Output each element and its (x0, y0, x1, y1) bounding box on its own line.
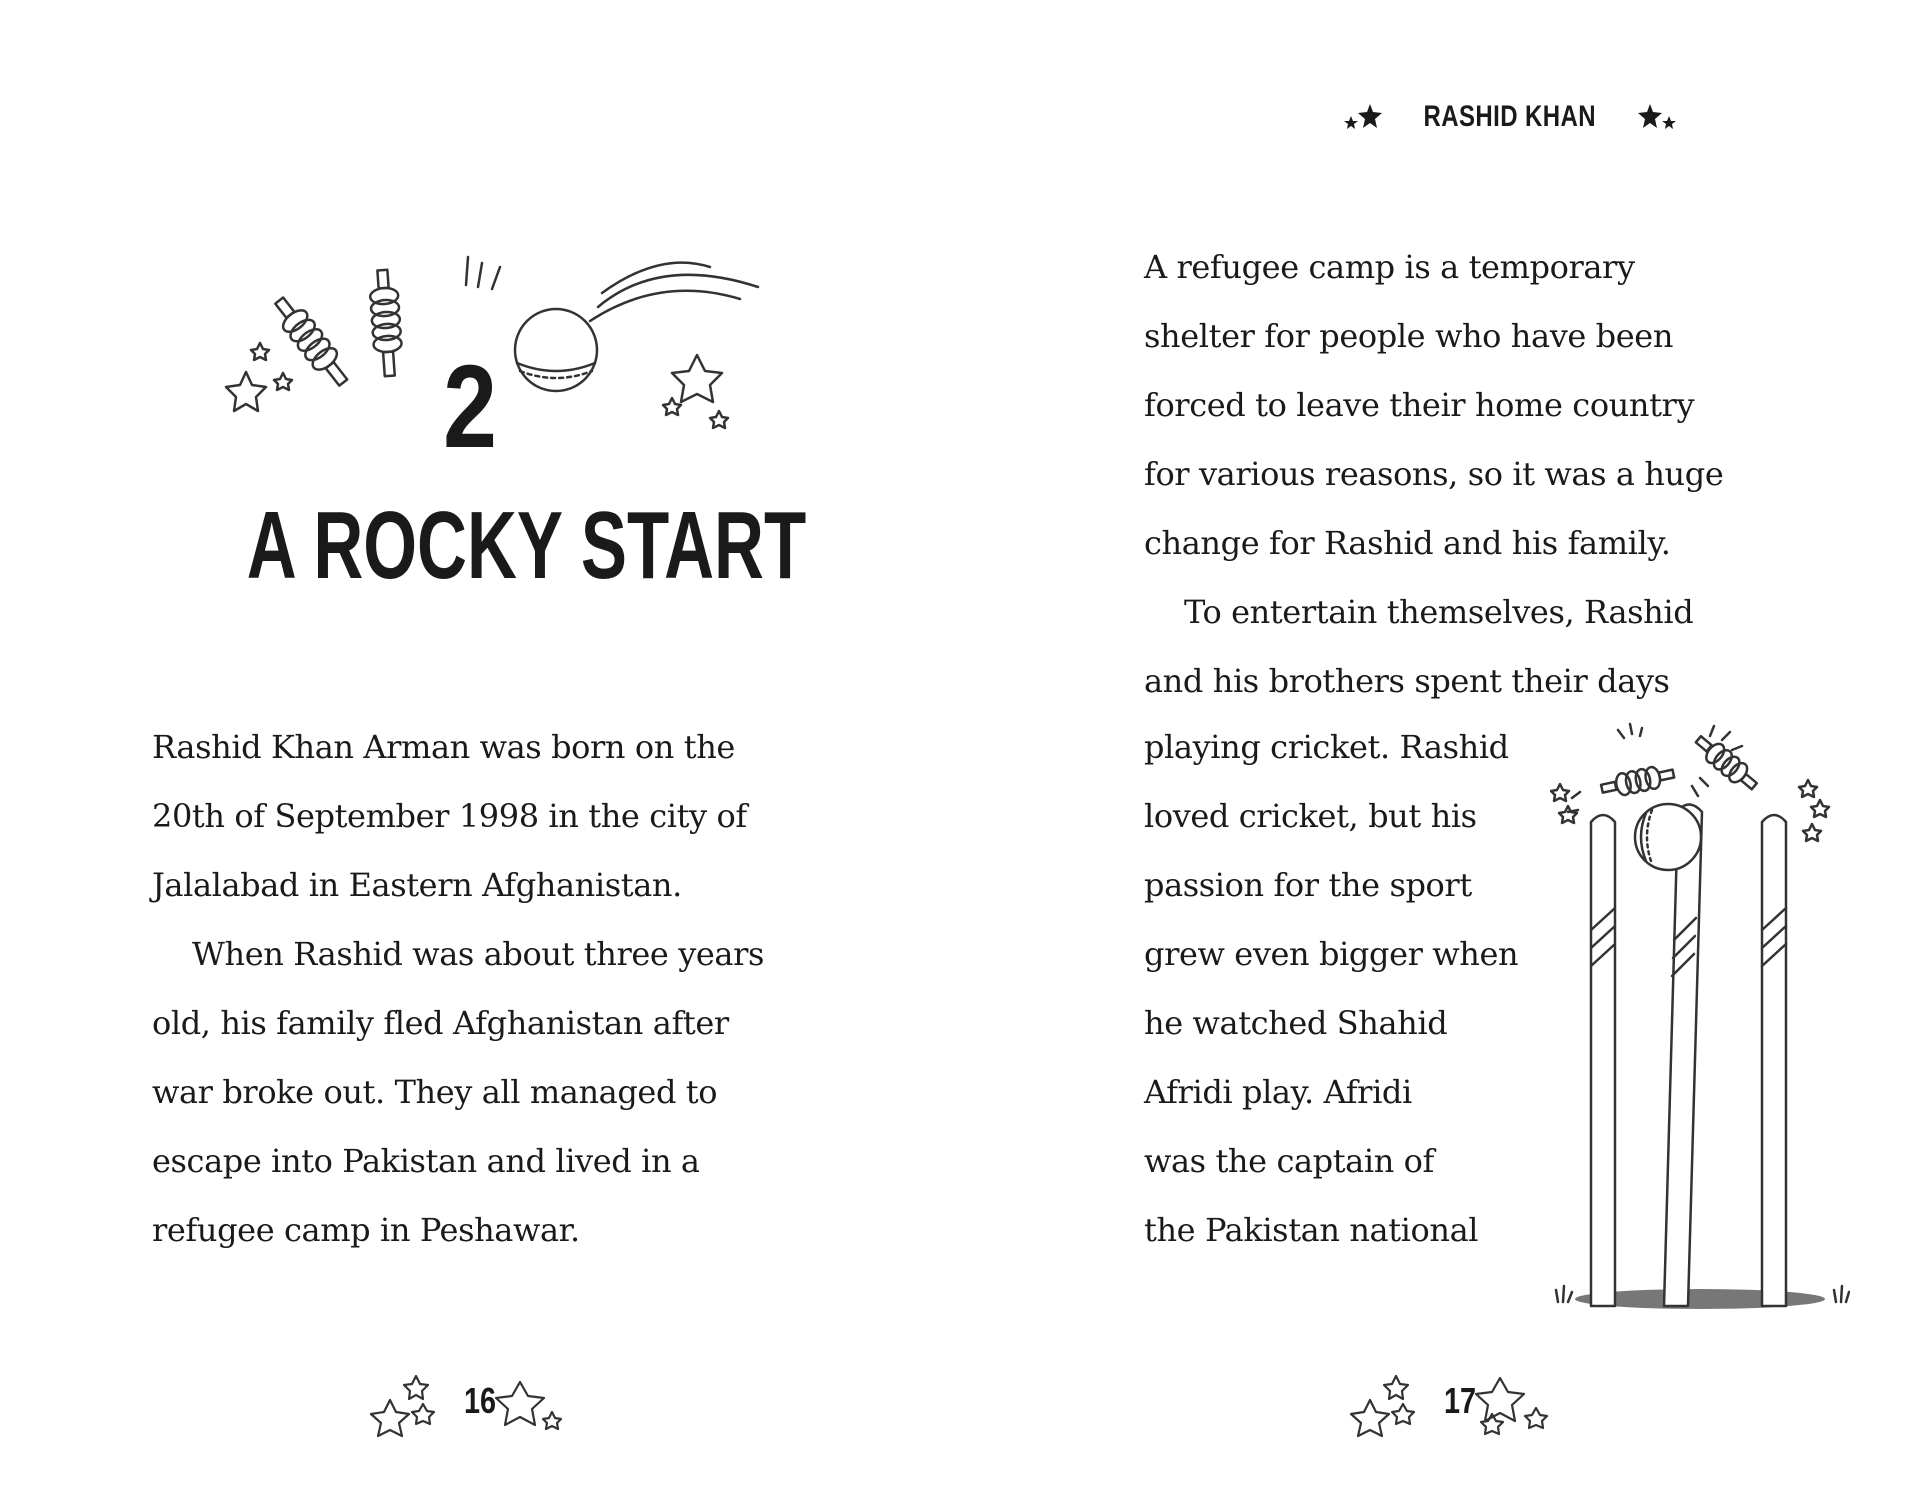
cricket-stumps-ball-icon (1550, 720, 1850, 1320)
right-page-body-wrapped (1144, 713, 1564, 1265)
stars-icon (1342, 102, 1384, 132)
text-line: shelter for people who have been (1144, 317, 1674, 355)
text-line: A refugee camp is a temporary (1144, 248, 1635, 286)
text-line: Afridi play. Afridi (1144, 1073, 1412, 1111)
right-page-body (1144, 233, 1844, 716)
text-line: refugee camp in Peshawar. (152, 1211, 580, 1249)
text-line: for various reasons, so it was a huge (1144, 455, 1724, 493)
text-line: When Rashid was about three years (192, 935, 765, 973)
page-number: 16 (463, 1380, 497, 1421)
text-line: he watched Shahid (1144, 1004, 1448, 1042)
text-line: the Pakistan national (1144, 1211, 1479, 1249)
text-line: and his brothers spent their days (1144, 662, 1670, 700)
text-line: grew even bigger when (1144, 935, 1519, 973)
paragraph (152, 713, 852, 920)
text-line: Jalalabad in Eastern Afghanistan. (152, 866, 682, 904)
text-line: war broke out. They all managed to (152, 1073, 718, 1111)
text-line: Rashid Khan Arman was born on the (152, 728, 735, 766)
paragraph (1144, 233, 1844, 578)
text-line: old, his family fled Afghanistan after (152, 1004, 729, 1042)
page-number-footer (1340, 1370, 1560, 1440)
text-line: passion for the sport (1144, 866, 1472, 904)
right-page (960, 0, 1920, 1485)
text-line: loved cricket, but his (1144, 797, 1477, 835)
text-line: change for Rashid and his family. (1144, 524, 1671, 562)
paragraph (152, 920, 852, 1265)
stars-icon (1636, 102, 1678, 132)
paragraph (1144, 578, 1844, 716)
left-page-body (152, 713, 852, 1265)
text-line: playing cricket. Rashid (1144, 728, 1509, 766)
text-line: forced to leave their home country (1144, 386, 1695, 424)
text-line: was the captain of (1144, 1142, 1434, 1180)
running-head (1330, 100, 1690, 134)
chapter-title: A ROCKY START (246, 492, 807, 599)
running-head-title: RASHID KHAN (1423, 100, 1597, 133)
text-line: 20th of September 1998 in the city of (152, 797, 747, 835)
chapter-number: 2 (443, 341, 497, 473)
page-number: 17 (1443, 1380, 1477, 1421)
text-line: To entertain themselves, Rashid (1184, 593, 1694, 631)
page-number-footer (360, 1370, 580, 1440)
text-line: escape into Pakistan and lived in a (152, 1142, 700, 1180)
